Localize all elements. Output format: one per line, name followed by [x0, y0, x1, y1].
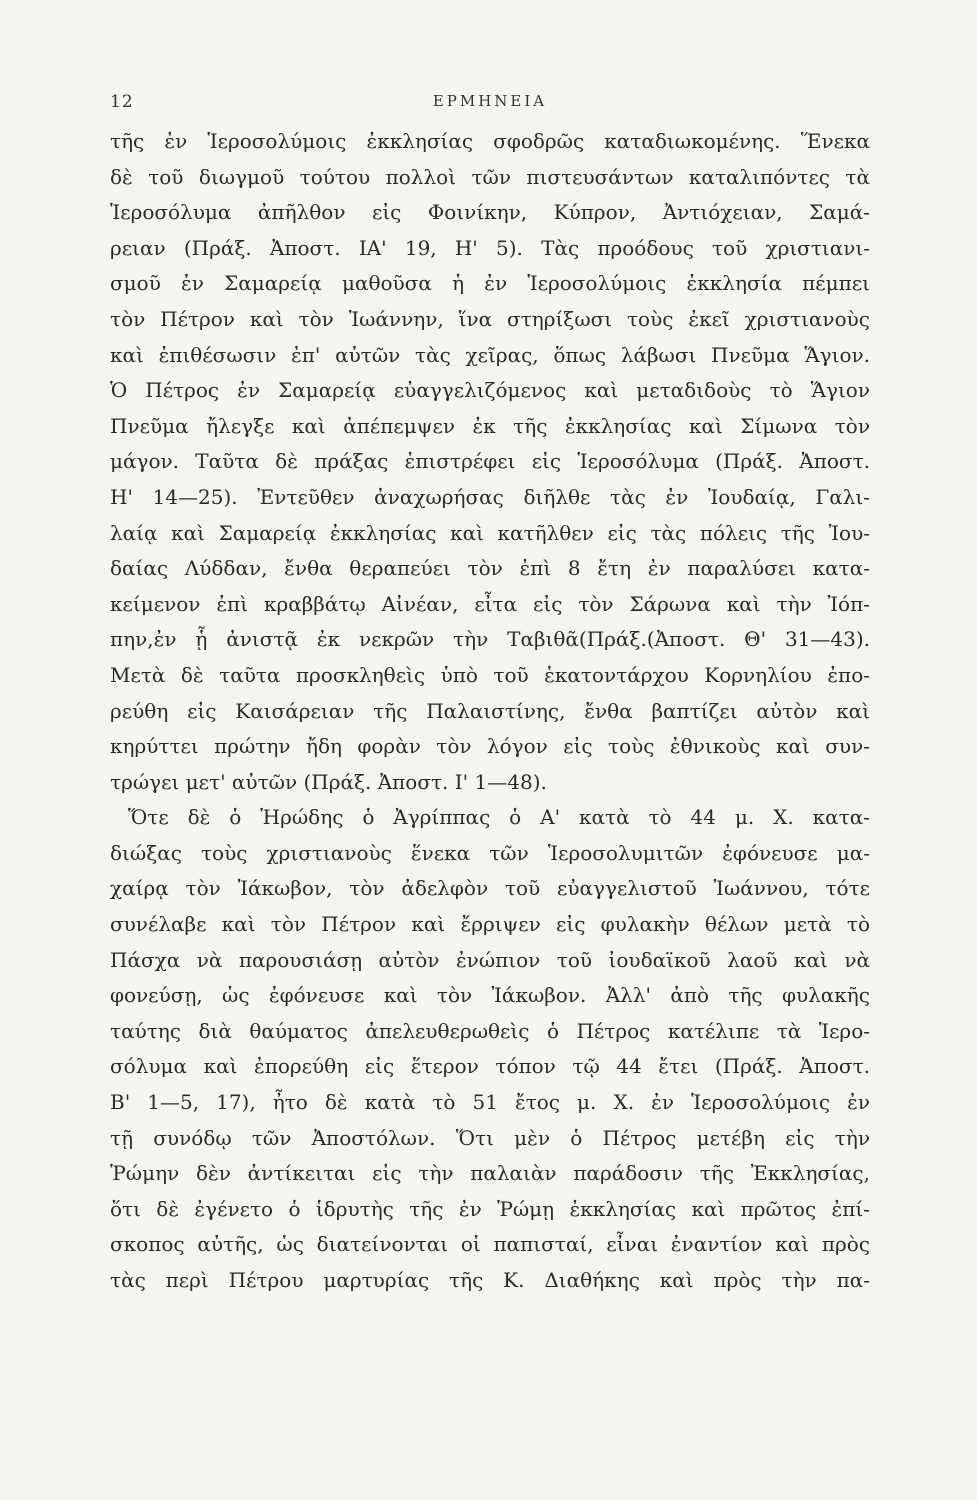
page-header	[110, 92, 870, 114]
text-line: σμοῦ ἐν Σαμαρείᾳ μαθοῦσα ἡ ἐν Ἱεροσολύμοις ἐκκλησία πέμπει	[110, 271, 870, 296]
text-line: τῇ συνόδῳ τῶν Ἀποστόλων. Ὅτι μὲν ὁ Πέτρος μετέβη εἰς τὴν	[110, 1125, 870, 1150]
text-line: συνέλαβε καὶ τὸν Πέτρον καὶ ἔρριψεν εἰς φυλακὴν θέλων μετὰ τὸ	[110, 912, 870, 937]
text-line: πην,ἐν ᾗ ἀνιστᾷ ἐκ νεκρῶν τὴν Ταβιθᾶ(Πράξ.(Ἀποστ. Θ' 31—43).	[110, 627, 870, 652]
text-line: κείμενον ἐπὶ κραββάτῳ Αἰνέαν, εἶτα εἰς τὸν Σάρωνα καὶ τὴν Ἰόπ-	[110, 591, 870, 616]
text-line: τὰς περὶ Πέτρου μαρτυρίας τῆς Κ. Διαθήκης καὶ πρὸς τὴν πα-	[110, 1268, 870, 1292]
text-line: τρώγει μετ' αὐτῶν (Πράξ. Ἀποστ. Ι' 1—48).	[110, 769, 547, 794]
text-line: τῆς ἐν Ἱεροσολύμοις ἐκκλησίας σφοδρῶς καταδιωκομένης. Ἕνεκα	[110, 129, 870, 153]
text-line: διώξας τοὺς χριστιανοὺς ἕνεκα τῶν Ἱεροσολυμιτῶν ἐφόνευσε μα-	[110, 840, 870, 865]
text-line: Ἱεροσόλυμα ἀπῆλθον εἰς Φοινίκην, Κύπρον, Ἀντιόχειαν, Σαμά-	[110, 200, 870, 225]
text-line: δαίας Λύδδαν, ἔνθα θεραπεύει τὸν ἐπὶ 8 ἔτη ἐν παραλύσει κατα-	[110, 556, 870, 581]
text-line: φονεύσῃ, ὡς ἐφόνευσε καὶ τὸν Ἰάκωβον. Ἀλλ' ἀπὸ τῆς φυλακῆς	[110, 983, 870, 1008]
text-line: Ῥώμην δὲν ἀντίκειται εἰς τὴν παλαιὰν παράδοσιν τῆς Ἐκκλησίας,	[110, 1161, 870, 1186]
text-line: Η' 14—25). Ἐντεῦθεν ἀναχωρήσας διῆλθε τὰς ἐν Ἰουδαίᾳ, Γαλι-	[110, 484, 870, 509]
text-line: Μετὰ δὲ ταῦτα προσκληθεὶς ὑπὸ τοῦ ἑκατοντάρχου Κορνηλίου ἐπο-	[110, 662, 870, 687]
text-line: τὸν Πέτρον καὶ τὸν Ἰωάννην, ἵνα στηρίξωσι τοὺς ἐκεῖ χριστιανοὺς	[110, 306, 870, 331]
text-line: Πάσχα νὰ παρουσιάσῃ αὐτὸν ἐνώπιον τοῦ ἰουδαϊκοῦ λαοῦ καὶ νὰ	[110, 947, 870, 972]
text-line: Πνεῦμα ἤλεγξε καὶ ἀπέπεμψεν ἐκ τῆς ἐκκλησίας καὶ Σίμωνα τὸν	[110, 413, 870, 438]
page-number: 12	[110, 92, 134, 112]
text-line: ρειαν (Πράξ. Ἀποστ. ΙΑ' 19, Η' 5). Τὰς προόδους τοῦ χριστιανι-	[110, 235, 870, 260]
text-line: ὅτι δὲ ἐγένετο ὁ ἱδρυτὴς τῆς ἐν Ῥώμῃ ἐκκλησίας καὶ πρῶτος ἐπί-	[110, 1196, 870, 1221]
text-line: δὲ τοῦ διωγμοῦ τούτου πολλοὶ τῶν πιστευσάντων καταλιπόντες τὰ	[110, 164, 870, 189]
text-line: χαίρᾳ τὸν Ἰάκωβον, τὸν ἀδελφὸν τοῦ εὐαγγελιστοῦ Ἰωάννου, τότε	[110, 876, 870, 901]
text-line: Β' 1—5, 17), ἦτο δὲ κατὰ τὸ 51 ἔτος μ. Χ. ἐν Ἱεροσολύμοις ἐν	[110, 1090, 870, 1115]
text-line: Ὁ Πέτρος ἐν Σαμαρείᾳ εὐαγγελιζόμενος καὶ μεταδιδοὺς τὸ Ἅγιον	[110, 378, 870, 403]
body-text	[110, 124, 870, 1299]
text-line: κηρύττει πρώτην ἤδη φορὰν τὸν λόγον εἰς τοὺς ἐθνικοὺς καὶ συν-	[110, 734, 870, 759]
text-line: ταύτης διὰ θαύματος ἀπελευθερωθεὶς ὁ Πέτρος κατέλιπε τὰ Ἱερο-	[110, 1018, 870, 1043]
text-line: καὶ ἐπιθέσωσιν ἐπ' αὐτῶν τὰς χεῖρας, ὅπως λάβωσι Πνεῦμα Ἅγιον.	[110, 342, 870, 367]
text-line: λαίᾳ καὶ Σαμαρείᾳ ἐκκλησίας καὶ κατῆλθεν εἰς τὰς πόλεις τῆς Ἰου-	[110, 520, 870, 545]
text-line: μάγον. Ταῦτα δὲ πράξας ἐπιστρέφει εἰς Ἱεροσόλυμα (Πράξ. Ἀποστ.	[110, 449, 870, 474]
text-line: Ὅτε δὲ ὁ Ἡρώδης ὁ Ἀγρίππας ὁ Α' κατὰ τὸ 44 μ. Χ. κατα-	[128, 805, 870, 830]
running-head: ΕΡΜΗΝΕΙΑ	[432, 92, 548, 110]
text-line: ρεύθη εἰς Καισάρειαν τῆς Παλαιστίνης, ἔνθα βαπτίζει αὐτὸν καὶ	[110, 698, 870, 723]
text-line: σκοπος αὐτῆς, ὡς διατείνονται οἱ παπισταί, εἶναι ἐναντίον καὶ πρὸς	[110, 1232, 870, 1257]
text-line: σόλυμα καὶ ἐπορεύθη εἰς ἕτερον τόπον τῷ 44 ἔτει (Πράξ. Ἀποστ.	[110, 1054, 870, 1079]
